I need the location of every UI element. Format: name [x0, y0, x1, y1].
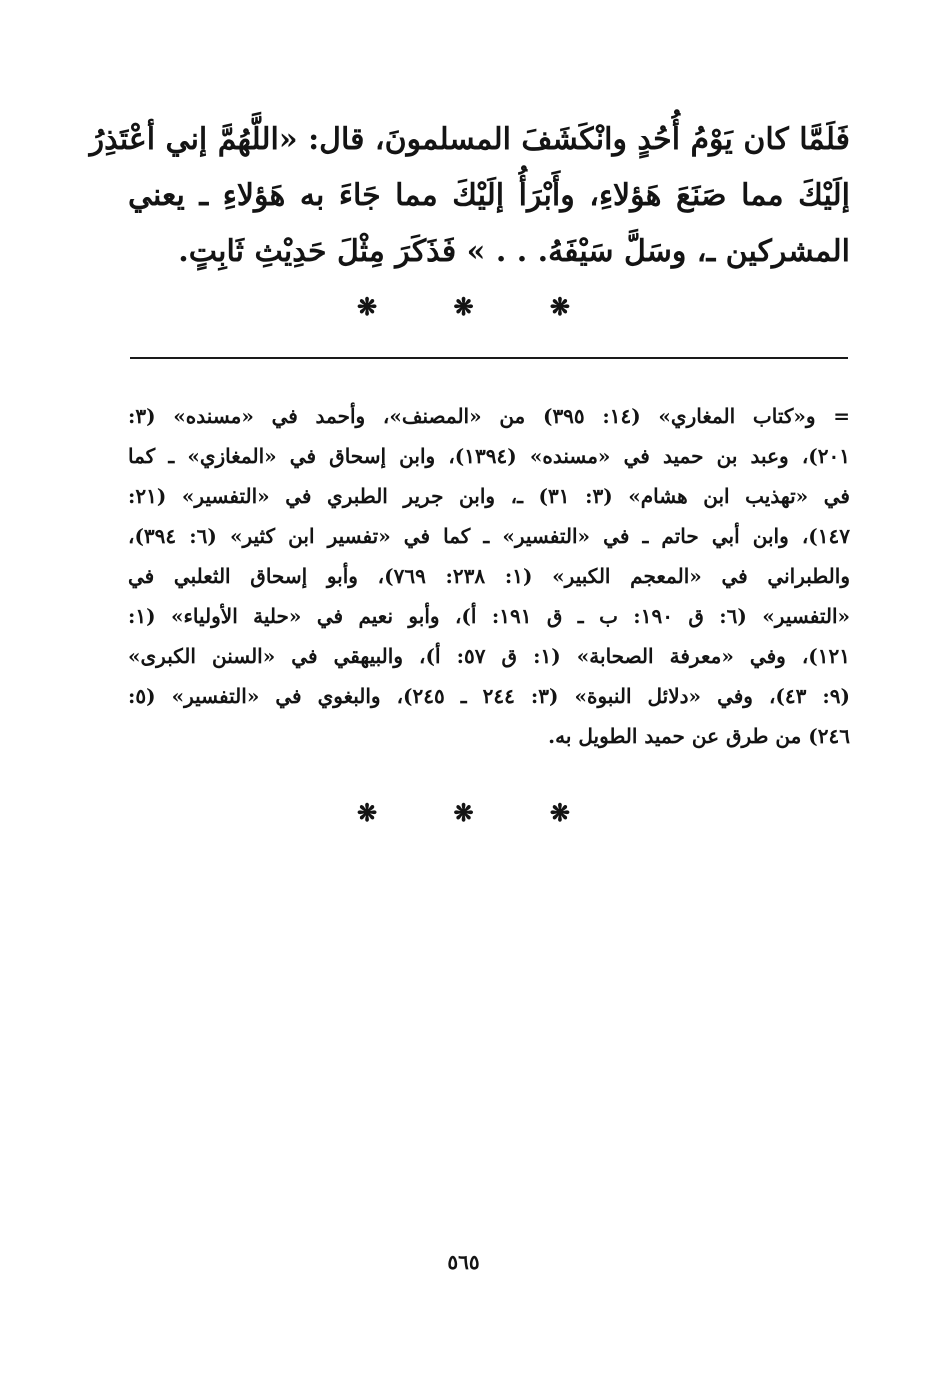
star-ornament: ❋ [356, 292, 378, 321]
footnote-line: ٢٠١)، وعبد بن حميد في «مسنده» (١٣٩٤)، وابن إسحاق في «المغازي» ـ كما [128, 444, 850, 468]
star-ornament: ❋ [356, 798, 378, 827]
footnote-line: والطبراني في «المعجم الكبير» (١: ٢٣٨: ٧٦٩)، وأبو إسحاق الثعلبي في [128, 564, 850, 588]
footnote-line: ٢٤٦) من طرق عن حميد الطويل به. [548, 724, 850, 748]
footnote-line: ١٢١)، وفي «معرفة الصحابة» (١: ق ٥٧: أ)، والبيهقي في «السنن الكبرى» [128, 644, 851, 668]
main-text-block [89, 112, 850, 280]
star-ornament: ❋ [549, 798, 571, 827]
footnote-line: في «تهذيب ابن هشام» (٣: ٣١) ـ، وابن جرير الطبري في «التفسير» (٢١: [128, 484, 850, 508]
end-separator-stars [0, 798, 927, 827]
footnote-line: (٩: ٤٣)، وفي «دلائل النبوة» (٣: ٢٤٤ ـ ٢٤٥)، والبغوي في «التفسير» (٥: [128, 684, 850, 708]
main-text-line: فَلَمَّا كان يَوْمُ أُحُدٍ وانْكَشَفَ المسلمونَ، قال: «اللَّهُمَّ إني أعْتَذِرُ [89, 122, 850, 157]
main-text-line: إلَيْكَ مما صَنَعَ هَؤلاءِ، وأَبْرَأُ إلَيْكَ مما جَاءَ به هَؤلاءِ ـ يعني [128, 178, 850, 213]
footnote-line: = و«كتاب المغاري» (١٤: ٣٩٥) من «المصنف»، وأحمد في «مسنده» (٣: [128, 404, 850, 428]
star-ornament: ❋ [549, 292, 571, 321]
footnote-line: ١٤٧)، وابن أبي حاتم ـ في «التفسير» ـ كما في «تفسير ابن كثير» (٦: ٣٩٤)، [128, 524, 850, 548]
section-separator-stars [0, 292, 927, 321]
star-ornament: ❋ [453, 798, 474, 827]
page-number: ٥٦٥ [447, 1250, 480, 1274]
footnote-divider [130, 357, 848, 359]
main-text-line: المشركين ـ، وسَلَّ سَيْفَهُ. . . » فَذَكَرَ مِثْلَ حَدِيْثِ ثَابِتٍ. [178, 234, 850, 269]
star-ornament: ❋ [453, 292, 474, 321]
footnote-block [128, 396, 850, 756]
footnote-line: «التفسير» (٦: ق ١٩٠: ب ـ ق ١٩١: أ)، وأبو نعيم في «حلية الأولياء» (١: [128, 604, 851, 628]
